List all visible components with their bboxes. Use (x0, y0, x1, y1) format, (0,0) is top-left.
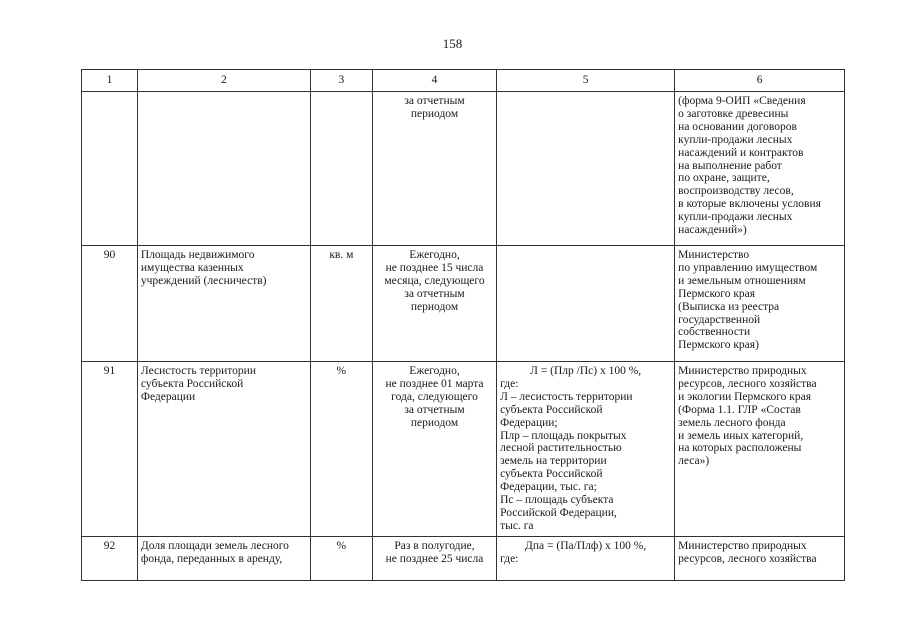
source-cell: (форма 9-ОИП «Сведения о заготовке древесины на основании договоров купли-продажи лесных насаждений и контрактов на выполнение работ по охране, защите, воспроизводству лесов, в которые включены условия купли-продажи лесных насаждений») (675, 92, 845, 246)
formula-cell (497, 92, 675, 246)
table-row (82, 246, 845, 362)
unit-cell: кв. м (310, 246, 372, 362)
indicator-name-cell (137, 92, 310, 246)
formula-legend: где: Л – лесистость территории субъекта Российской Федерации; Плр – площадь покрытых лесной растительностью земель на территории субъекта Российской Федерации, тыс. га; Пс – площадь субъекта Российской Федерации, тыс. га (500, 377, 633, 532)
indicator-name-cell: Площадь недвижимого имущества казенных учреждений (лесничеств) (137, 246, 310, 362)
indicators-table (81, 69, 845, 581)
source-cell: Министерство природных ресурсов, лесного хозяйства (675, 537, 845, 581)
period-cell: за отчетным периодом (372, 92, 496, 246)
indicator-name-cell: Доля площади земель лесного фонда, переданных в аренду, (137, 537, 310, 581)
unit-cell (310, 92, 372, 246)
row-number-cell: 92 (82, 537, 138, 581)
formula-cell (497, 362, 675, 537)
header-cell: 1 (82, 70, 138, 92)
table-row (82, 92, 845, 246)
formula-expression: Л = (Плр /Пс) х 100 %, (530, 365, 642, 377)
unit-cell: % (310, 537, 372, 581)
table-row (82, 362, 845, 537)
source-cell: Министерство по управлению имуществом и земельным отношениям Пермского края (Выписка из реестра государственной собственности Пермского края) (675, 246, 845, 362)
period-cell: Раз в полугодие, не позднее 25 числа (372, 537, 496, 581)
formula-legend: где: (500, 552, 519, 565)
header-cell: 3 (310, 70, 372, 92)
header-cell: 5 (497, 70, 675, 92)
table-row (82, 537, 845, 581)
header-cell: 2 (137, 70, 310, 92)
period-cell: Ежегодно, не позднее 15 числа месяца, следующего за отчетным периодом (372, 246, 496, 362)
formula-expression: Дпа = (Па/Плф) х 100 %, (525, 540, 647, 552)
formula-cell (497, 246, 675, 362)
table-header-row (82, 70, 845, 92)
page-number: 158 (442, 36, 463, 51)
header-cell: 6 (675, 70, 845, 92)
header-cell: 4 (372, 70, 496, 92)
unit-cell: % (310, 362, 372, 537)
source-cell: Министерство природных ресурсов, лесного хозяйства и экологии Пермского края (Форма 1.1. ГЛР «Состав земель лесного фонда и земель иных категорий, на которых расположены леса») (675, 362, 845, 537)
indicator-name-cell: Лесистость территории субъекта Российской Федерации (137, 362, 310, 537)
row-number-cell (82, 92, 138, 246)
row-number-cell: 90 (82, 246, 138, 362)
formula-cell (497, 537, 675, 581)
period-cell: Ежегодно, не позднее 01 марта года, следующего за отчетным периодом (372, 362, 496, 537)
row-number-cell: 91 (82, 362, 138, 537)
